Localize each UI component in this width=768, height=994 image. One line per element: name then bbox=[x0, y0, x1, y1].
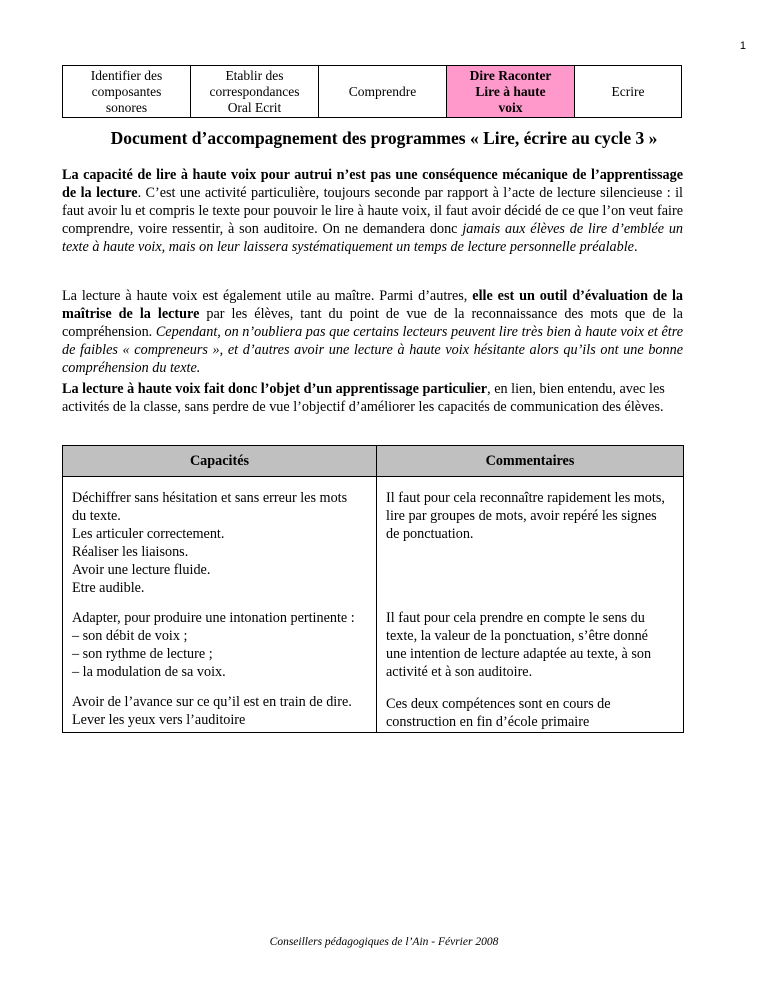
nav-label-line: Oral Ecrit bbox=[227, 99, 282, 115]
capacite-line: – son débit de voix ; bbox=[72, 628, 188, 644]
nav-label-line: correspondances bbox=[209, 83, 300, 99]
para1-end: . bbox=[633, 239, 638, 255]
table-row bbox=[63, 693, 684, 733]
para3-bold: La lecture à haute voix fait donc l’objet d’un apprentissage particulier bbox=[62, 381, 488, 397]
capacite-line: Etre audible. bbox=[72, 580, 145, 596]
nav-label-line: Comprendre bbox=[348, 83, 417, 99]
para1-italic: jamais aux élèves de lire d’emblée un texte à haute voix, mais on leur laissera systématiquement un temps de lecture personnelle préalable bbox=[62, 221, 684, 255]
nav-label-line: composantes bbox=[91, 83, 162, 99]
page-number: 1 bbox=[739, 40, 746, 52]
capacites-table bbox=[62, 445, 684, 733]
nav-label-line: sonores bbox=[105, 99, 148, 115]
nav-label-line: Lire à haute bbox=[475, 83, 546, 99]
capacite-line: – son rythme de lecture ; bbox=[72, 646, 213, 662]
capacite-line: Les articuler correctement. bbox=[72, 526, 225, 542]
table-row bbox=[63, 609, 684, 681]
para2-italic: Cependant, on n’oubliera pas que certains lecteurs peuvent lire très bien à haute voix et être de faibles « compreneurs », et d’autres avoir une lecture à haute voix hésitante alors qu’ils ont une bonne compréhension du texte. bbox=[62, 324, 683, 376]
nav-cell-ecrire bbox=[575, 66, 682, 118]
nav-label-line: Identifier des bbox=[90, 67, 163, 83]
capacites-cell bbox=[63, 693, 377, 733]
nav-label-line: Ecrire bbox=[611, 83, 645, 99]
nav-label-line: Dire Raconter bbox=[469, 67, 552, 83]
nav-cell-comprendre bbox=[319, 66, 447, 118]
capacites-cell bbox=[63, 609, 377, 681]
page-footer: Conseillers pédagogiques de l’Ain - Février 2008 bbox=[269, 936, 499, 948]
nav-label-line: Etablir des bbox=[225, 67, 284, 83]
nav-cell-correspondances bbox=[191, 66, 319, 118]
commentaire-cell: Ces deux compétences sont en cours de construction en fin d’école primaire bbox=[377, 693, 684, 733]
para2-text1: La lecture à haute voix est également utile au maître. Parmi d’autres, bbox=[62, 288, 473, 304]
capacite-line: Lever les yeux vers l’auditoire bbox=[72, 712, 246, 728]
capacite-line: Réaliser les liaisons. bbox=[72, 544, 189, 560]
table-row bbox=[63, 489, 684, 597]
capacite-line: Avoir de l’avance sur ce qu’il est en train de dire. bbox=[72, 694, 352, 710]
capacite-line: Déchiffrer sans hésitation et sans erreur les mots du texte. bbox=[72, 490, 348, 524]
para3-text: , en lien, bien entendu, avec les activités de la classe, sans perdre de vue l’objectif d’améliorer les capacités de communication des élèves. bbox=[62, 381, 665, 415]
capacite-line: Adapter, pour produire une intonation pertinente : bbox=[72, 610, 355, 626]
para1-text: . C’est une activité particulière, toujours seconde par rapport à l’acte de lecture silencieuse : il faut avoir lu et compris le texte pour pouvoir le lire à haute voix, il faut avoir décidé de ce que l’on veut faire comprendre, voire ressentir, à son auditoire. On ne demandera donc bbox=[62, 185, 683, 237]
commentaire-cell: Il faut pour cela reconnaître rapidement les mots, lire par groupes de mots, avoir repéré les signes de ponctuation. bbox=[377, 489, 684, 597]
paragraph-apprentissage bbox=[62, 380, 683, 416]
domain-nav-table bbox=[62, 65, 682, 118]
nav-cell-identifier bbox=[63, 66, 191, 118]
para2-text2: par les élèves, tant du point de vue de la reconnaissance des mots que de la compréhension. bbox=[62, 306, 683, 340]
para1-bold: La capacité de lire à haute voix pour autrui n’est pas une conséquence mécanique de l’apprentissage de la lecture bbox=[62, 167, 683, 201]
capacite-line: Avoir une lecture fluide. bbox=[72, 562, 211, 578]
nav-label-line: voix bbox=[498, 99, 523, 115]
nav-cell-dire-raconter-active bbox=[447, 66, 575, 118]
paragraph-evaluation bbox=[62, 287, 683, 377]
commentaire-cell: Il faut pour cela prendre en compte le sens du texte, la valeur de la ponctuation, s’être donné une intention de lecture adaptée au texte, à son activité et à son auditoire. bbox=[377, 609, 684, 681]
paragraph-capacite bbox=[62, 166, 683, 256]
header-capacites: Capacités bbox=[63, 446, 377, 477]
capacites-cell bbox=[63, 489, 377, 597]
header-commentaires: Commentaires bbox=[377, 446, 684, 477]
para2-bold: elle est un outil d’évaluation de la maîtrise de la lecture bbox=[62, 288, 683, 322]
capacite-line: – la modulation de sa voix. bbox=[72, 664, 226, 680]
document-title: Document d’accompagnement des programmes « Lire, écrire au cycle 3 » bbox=[110, 128, 658, 148]
